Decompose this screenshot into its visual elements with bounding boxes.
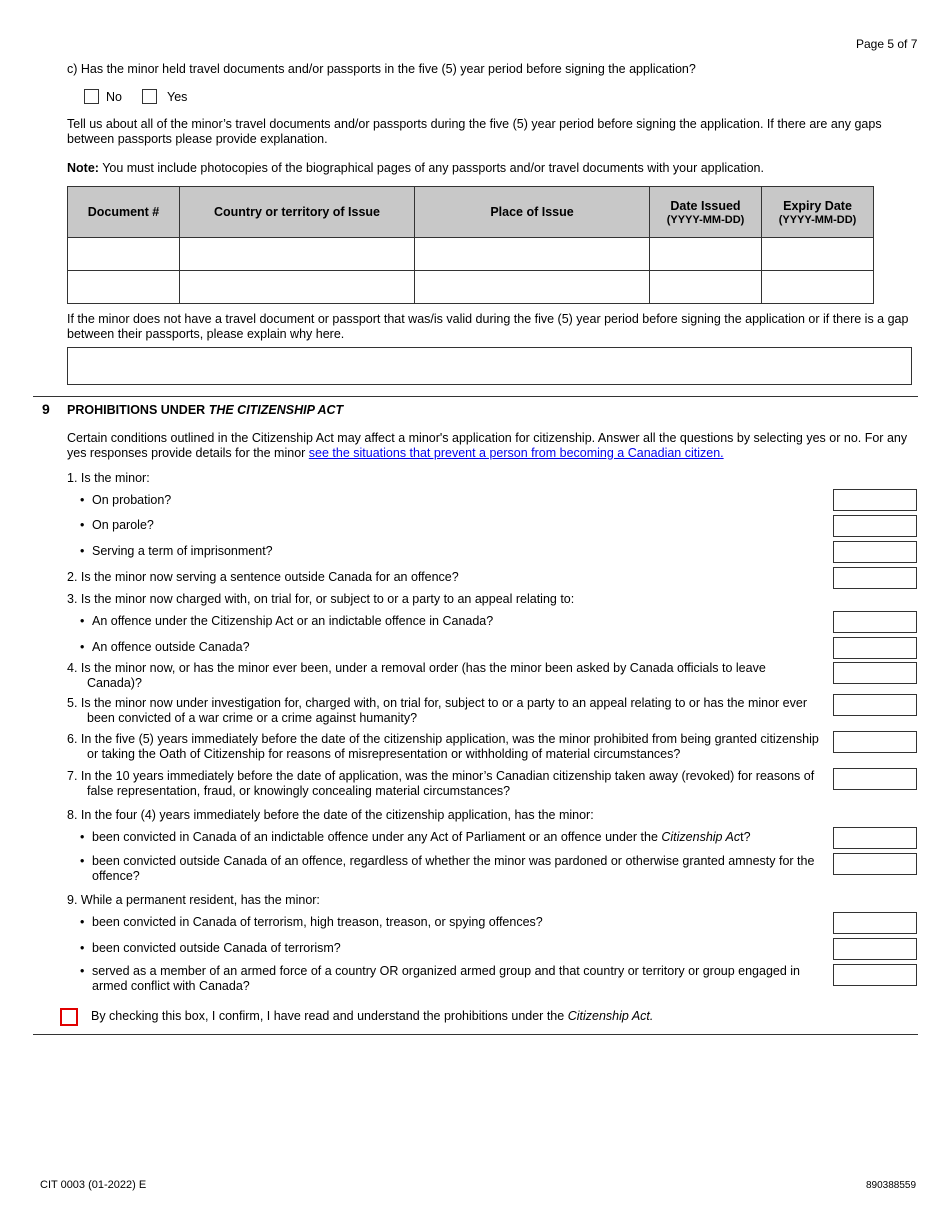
section-number: 9	[42, 401, 50, 417]
bullet: •	[80, 915, 85, 929]
cell-date-issued-input[interactable]	[650, 238, 762, 271]
bullet: •	[80, 830, 85, 844]
question-8b-line-2: offence?	[92, 869, 140, 883]
answer-field-1c[interactable]	[833, 541, 917, 563]
bullet: •	[80, 964, 85, 978]
question-4-line-2: Canada)?	[87, 676, 142, 690]
section-divider-top	[33, 396, 918, 397]
yes-label: Yes	[167, 90, 188, 104]
bullet: •	[80, 640, 85, 654]
answer-field-3b[interactable]	[833, 637, 917, 659]
bullet: •	[80, 941, 85, 955]
answer-field-6[interactable]	[833, 731, 917, 753]
cell-document-input[interactable]	[68, 238, 180, 271]
gap-text-1: If the minor does not have a travel document or passport that was/is valid during the five (5) year period before signing the application or if there is a gap	[67, 312, 909, 326]
question-2: 2. Is the minor now serving a sentence outside Canada for an offence?	[67, 570, 459, 584]
gap-text-2: between their passports, please explain why here.	[67, 327, 345, 341]
header-expiry-date: Expiry Date (YYYY-MM-DD)	[762, 187, 874, 238]
question-1b: On parole?	[92, 518, 154, 532]
header-document: Document #	[68, 187, 180, 238]
question-7-line-1: 7. In the 10 years immediately before the date of application, was the minor’s Canadian citizenship taken away (revoked) for reasons of	[67, 769, 815, 783]
question-3b: An offence outside Canada?	[92, 640, 250, 654]
barcode-number: 890388559	[866, 1180, 917, 1191]
question-7-line-2: false representation, fraud, or knowingly concealing material circumstances?	[87, 784, 511, 798]
answer-field-9c[interactable]	[833, 964, 917, 986]
gap-explanation-field[interactable]	[67, 347, 912, 385]
answer-field-5[interactable]	[833, 694, 917, 716]
tell-us-text-1: Tell us about all of the minor’s travel documents and/or passports during the five (5) year period before signing the application. If there are any gaps	[67, 117, 882, 131]
question-4-line-1: 4. Is the minor now, or has the minor ever been, under a removal order (has the minor been asked by Canada officials to leave	[67, 661, 766, 675]
question-8b-line-1: been convicted outside Canada of an offence, regardless of whether the minor was pardoned or otherwise granted amnesty for the	[92, 854, 815, 868]
table-header-row	[68, 187, 874, 238]
confirm-text: By checking this box, I confirm, I have read and understand the prohibitions under the Citizenship Act.	[91, 1009, 654, 1023]
cell-place-input[interactable]	[415, 238, 650, 271]
header-country: Country or territory of Issue	[180, 187, 415, 238]
confirm-checkbox[interactable]	[60, 1008, 78, 1026]
answer-field-7[interactable]	[833, 768, 917, 790]
no-checkbox[interactable]	[84, 89, 99, 104]
no-label: No	[106, 90, 122, 104]
question-c: c) Has the minor held travel documents and/or passports in the five (5) year period before signing the application?	[67, 62, 696, 76]
header-place: Place of Issue	[415, 187, 650, 238]
question-3a: An offence under the Citizenship Act or an indictable offence in Canada?	[92, 614, 494, 628]
intro-text-2: yes responses provide details for the minor see the situations that prevent a person from becoming a Canadian citizen.	[67, 446, 724, 460]
cell-expiry-date-input[interactable]	[762, 238, 874, 271]
answer-field-1b[interactable]	[833, 515, 917, 537]
bullet: •	[80, 518, 85, 532]
section-divider-bottom	[33, 1034, 918, 1035]
header-date-issued: Date Issued (YYYY-MM-DD)	[650, 187, 762, 238]
note-text	[67, 161, 764, 176]
cell-country-input[interactable]	[180, 238, 415, 271]
answer-field-1a[interactable]	[833, 489, 917, 511]
answer-field-8b[interactable]	[833, 853, 917, 875]
question-5-line-1: 5. Is the minor now under investigation for, charged with, on trial for, subject to or a party to an appeal relating to or has the minor ever	[67, 696, 807, 710]
cell-expiry-date-input[interactable]	[762, 271, 874, 304]
bullet: •	[80, 614, 85, 628]
question-9c-line-1: served as a member of an armed force of a country OR organized armed group and that country or territory or group engaged in	[92, 964, 801, 978]
question-8a: been convicted in Canada of an indictable offence under any Act of Parliament or an offence under the Citizenship Act?	[92, 830, 751, 844]
question-8: 8. In the four (4) years immediately before the date of the citizenship application, has the minor:	[67, 808, 594, 822]
question-5-line-2: been convicted of a war crime or a crime against humanity?	[87, 711, 418, 725]
question-1: 1. Is the minor:	[67, 471, 150, 485]
answer-field-8a[interactable]	[833, 827, 917, 849]
cell-place-input[interactable]	[415, 271, 650, 304]
question-1c: Serving a term of imprisonment?	[92, 544, 273, 558]
answer-field-9a[interactable]	[833, 912, 917, 934]
bullet: •	[80, 544, 85, 558]
cell-date-issued-input[interactable]	[650, 271, 762, 304]
cell-document-input[interactable]	[68, 271, 180, 304]
question-9c-line-2: armed conflict with Canada?	[92, 979, 250, 993]
question-9b: been convicted outside Canada of terrorism?	[92, 941, 341, 955]
prohibitions-link[interactable]: see the situations that prevent a person from becoming a Canadian citizen.	[308, 446, 724, 460]
table-row	[68, 238, 874, 271]
section-title: PROHIBITIONS UNDER THE CITIZENSHIP ACT	[67, 403, 344, 417]
question-6-line-1: 6. In the five (5) years immediately before the date of the citizenship application, was the minor prohibited from being granted citizenship	[67, 732, 819, 746]
question-9: 9. While a permanent resident, has the minor:	[67, 893, 320, 907]
travel-documents-table	[67, 186, 874, 304]
intro-text-1: Certain conditions outlined in the Citizenship Act may affect a minor's application for citizenship. Answer all the questions by selecting yes or no. For any	[67, 431, 908, 445]
note-label: Note:	[67, 161, 99, 175]
yes-checkbox[interactable]	[142, 89, 157, 104]
question-1a: On probation?	[92, 493, 172, 507]
bullet: •	[80, 854, 85, 868]
question-3: 3. Is the minor now charged with, on trial for, or subject to or a party to an appeal relating to:	[67, 592, 575, 606]
answer-field-4[interactable]	[833, 662, 917, 684]
table-row	[68, 271, 874, 304]
page-number: Page 5 of 7	[856, 37, 918, 51]
bullet: •	[80, 493, 85, 507]
answer-field-3a[interactable]	[833, 611, 917, 633]
question-6-line-2: or taking the Oath of Citizenship for reasons of misrepresentation or withholding of material circumstances?	[87, 747, 681, 761]
tell-us-text-2: between passports please provide explanation.	[67, 132, 328, 146]
question-9a: been convicted in Canada of terrorism, high treason, treason, or spying offences?	[92, 915, 543, 929]
answer-field-2[interactable]	[833, 567, 917, 589]
form-code: CIT 0003 (01-2022) E	[40, 1179, 147, 1191]
answer-field-9b[interactable]	[833, 938, 917, 960]
note-body: You must include photocopies of the biographical pages of any passports and/or travel documents with your application.	[98, 161, 764, 175]
cell-country-input[interactable]	[180, 271, 415, 304]
